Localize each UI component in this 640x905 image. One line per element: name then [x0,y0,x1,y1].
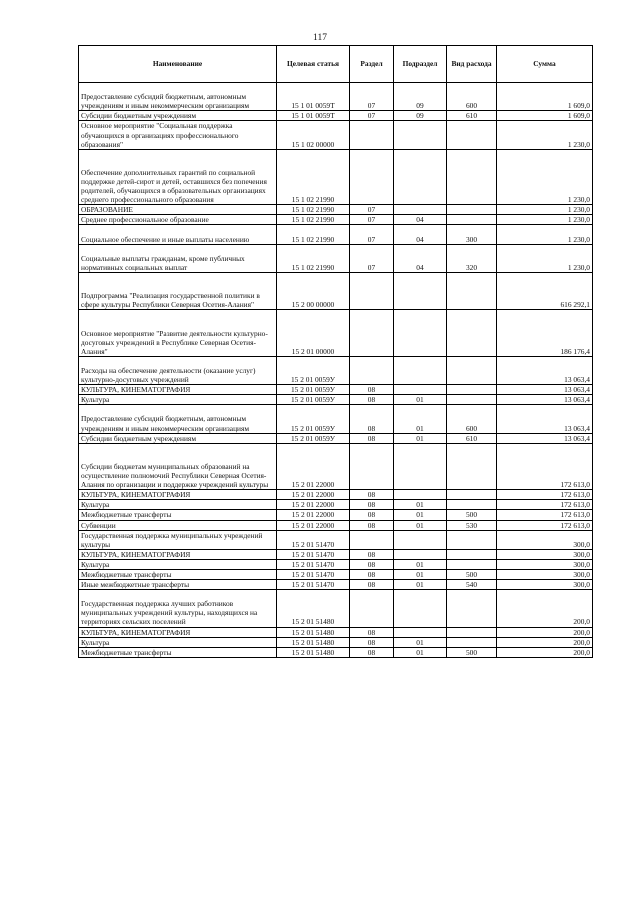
row-code: 15 2 00 00000 [277,272,350,309]
row-sum: 13 063,4 [497,405,593,433]
row-expense-type: 540 [447,580,497,590]
row-subsection: 04 [394,215,447,225]
row-expense-type [447,443,497,490]
row-section: 08 [350,637,394,647]
row-subsection [394,443,447,490]
row-code: 15 2 01 0059У [277,385,350,395]
row-sum: 300,0 [497,549,593,559]
row-sum: 172 613,0 [497,520,593,530]
row-sum: 13 063,4 [497,433,593,443]
row-subsection: 01 [394,569,447,579]
row-subsection: 04 [394,225,447,244]
row-section: 08 [350,559,394,569]
row-section [350,530,394,549]
row-expense-type [447,500,497,510]
table-row [79,569,593,579]
row-code: 15 2 01 51480 [277,590,350,627]
row-section: 07 [350,83,394,111]
row-name: Межбюджетные трансферты [79,647,277,657]
table-row [79,385,593,395]
row-name: Культура [79,395,277,405]
table-row [79,244,593,272]
row-name: Расходы на обеспечение деятельности (оказание услуг) культурно-досуговых учреждений [79,356,277,384]
row-expense-type: 600 [447,405,497,433]
table-row [79,549,593,559]
row-name: Среднее профессиональное образование [79,215,277,225]
row-sum: 1 230,0 [497,121,593,149]
row-subsection [394,549,447,559]
row-subsection [394,205,447,215]
table-row [79,590,593,627]
row-section: 08 [350,520,394,530]
row-subsection: 01 [394,433,447,443]
row-sum: 1 609,0 [497,111,593,121]
row-name: ОБРАЗОВАНИЕ [79,205,277,215]
row-subsection: 01 [394,405,447,433]
row-code: 15 1 02 21990 [277,215,350,225]
row-sum: 300,0 [497,569,593,579]
row-expense-type [447,549,497,559]
table-row [79,520,593,530]
row-code: 15 2 01 51480 [277,647,350,657]
row-name: Культура [79,637,277,647]
row-code: 15 1 02 21990 [277,205,350,215]
row-expense-type [447,385,497,395]
row-expense-type: 320 [447,244,497,272]
table-row [79,490,593,500]
row-expense-type: 500 [447,569,497,579]
row-sum: 13 063,4 [497,395,593,405]
row-name: Иные межбюджетные трансферты [79,580,277,590]
row-code: 15 2 01 22000 [277,500,350,510]
row-name: Государственная поддержка лучших работников муниципальных учреждений культуры, находящихся на территориях сельских поселений [79,590,277,627]
row-expense-type: 500 [447,510,497,520]
row-code: 15 1 02 21990 [277,225,350,244]
row-name: Подпрограмма "Реализация государственной политики в сфере культуры Республики Северная Осетия-Алания" [79,272,277,309]
row-subsection [394,356,447,384]
row-code: 15 2 01 51470 [277,549,350,559]
row-sum: 1 230,0 [497,244,593,272]
row-section [350,121,394,149]
table-row [79,83,593,111]
table-row [79,647,593,657]
row-name: Основное мероприятие "Развитие деятельности культурно-досуговых учреждений в Республике Северная Осетия-Алания" [79,310,277,357]
header-section: Раздел [350,46,394,83]
row-section: 08 [350,647,394,657]
row-section [350,443,394,490]
header-expense-type: Вид расхода [447,46,497,83]
row-subsection [394,627,447,637]
row-section: 08 [350,395,394,405]
row-subsection: 09 [394,111,447,121]
row-sum: 300,0 [497,530,593,549]
row-sum: 13 063,4 [497,356,593,384]
row-code: 15 2 01 51480 [277,637,350,647]
row-name: Культура [79,500,277,510]
header-subsection: Подраздел [394,46,447,83]
row-expense-type: 610 [447,111,497,121]
row-subsection [394,121,447,149]
row-sum: 1 230,0 [497,149,593,205]
row-expense-type [447,310,497,357]
row-expense-type: 300 [447,225,497,244]
row-sum: 172 613,0 [497,490,593,500]
row-code: 15 2 01 0059У [277,433,350,443]
row-name: Обеспечение дополнительных гарантий по социальной поддержке детей-сирот и детей, оставшихся без попечения родителей, обучающихся в образовательных организациях среднего профессионального образования [79,149,277,205]
row-expense-type [447,559,497,569]
budget-table [78,45,593,658]
table-row [79,356,593,384]
row-name: КУЛЬТУРА, КИНЕМАТОГРАФИЯ [79,490,277,500]
row-expense-type: 500 [447,647,497,657]
row-code: 15 2 01 51470 [277,559,350,569]
row-sum: 1 230,0 [497,215,593,225]
row-expense-type [447,530,497,549]
row-name: Государственная поддержка муниципальных учреждений культуры [79,530,277,549]
table-row [79,637,593,647]
row-code: 15 2 01 51480 [277,627,350,637]
row-name: Культура [79,559,277,569]
row-sum: 172 613,0 [497,500,593,510]
row-section: 08 [350,510,394,520]
row-expense-type [447,215,497,225]
row-name: Социальные выплаты гражданам, кроме публичных нормативных социальных выплат [79,244,277,272]
row-name: Предоставление субсидий бюджетным, автономным учреждениям и иным некоммерческим организациям [79,83,277,111]
row-expense-type: 530 [447,520,497,530]
row-name: КУЛЬТУРА, КИНЕМАТОГРАФИЯ [79,627,277,637]
row-section: 07 [350,225,394,244]
row-code: 15 2 01 22000 [277,490,350,500]
row-section: 08 [350,569,394,579]
row-section: 07 [350,215,394,225]
row-name: Межбюджетные трансферты [79,510,277,520]
row-sum: 616 292,1 [497,272,593,309]
table-row [79,433,593,443]
row-sum: 172 613,0 [497,510,593,520]
row-code: 15 1 01 0059Т [277,111,350,121]
row-sum: 1 609,0 [497,83,593,111]
row-section: 08 [350,405,394,433]
row-name: КУЛЬТУРА, КИНЕМАТОГРАФИЯ [79,549,277,559]
row-sum: 172 613,0 [497,443,593,490]
row-name: Субсидии бюджетным учреждениям [79,433,277,443]
row-section: 07 [350,244,394,272]
row-section: 08 [350,580,394,590]
table-row [79,205,593,215]
row-sum: 1 230,0 [497,225,593,244]
row-code: 15 1 01 0059Т [277,83,350,111]
row-name: Предоставление субсидий бюджетным, автономным учреждениям и иным некоммерческим организациям [79,405,277,433]
row-name: Субвенции [79,520,277,530]
table-row [79,559,593,569]
table-row [79,272,593,309]
row-code: 15 2 01 51470 [277,530,350,549]
row-section: 08 [350,490,394,500]
row-subsection [394,310,447,357]
row-expense-type [447,356,497,384]
row-section [350,310,394,357]
row-expense-type [447,637,497,647]
row-section [350,590,394,627]
row-sum: 200,0 [497,627,593,637]
row-section: 08 [350,433,394,443]
row-subsection [394,149,447,205]
header-row [79,46,593,83]
table-row [79,111,593,121]
row-subsection [394,530,447,549]
row-expense-type: 600 [447,83,497,111]
row-expense-type [447,627,497,637]
row-code: 15 2 01 51470 [277,569,350,579]
row-section: 07 [350,205,394,215]
row-code: 15 2 01 51470 [277,580,350,590]
row-code: 15 2 01 0059У [277,356,350,384]
row-code: 15 2 01 00000 [277,310,350,357]
row-sum: 200,0 [497,647,593,657]
row-expense-type [447,590,497,627]
row-expense-type [447,205,497,215]
table-row [79,443,593,490]
row-section: 08 [350,500,394,510]
table-row [79,310,593,357]
row-section: 08 [350,549,394,559]
row-section: 08 [350,627,394,637]
row-name: Основное мероприятие "Социальная поддержка обучающихся в организациях профессионального образования" [79,121,277,149]
table-row [79,395,593,405]
row-subsection: 01 [394,510,447,520]
row-sum: 300,0 [497,580,593,590]
row-subsection: 01 [394,520,447,530]
table-body [79,83,593,658]
row-section: 07 [350,111,394,121]
row-code: 15 2 01 0059У [277,405,350,433]
table-row [79,627,593,637]
row-code: 15 2 01 22000 [277,520,350,530]
row-expense-type [447,121,497,149]
table-row [79,149,593,205]
row-sum: 200,0 [497,590,593,627]
header-sum: Сумма [497,46,593,83]
row-name: Субсидии бюджетам муниципальных образований на осуществление полномочий Республики Северная Осетия-Алания по организации и поддержке учреждений культуры [79,443,277,490]
row-expense-type [447,149,497,205]
row-code: 15 2 01 22000 [277,510,350,520]
row-subsection [394,590,447,627]
row-subsection: 01 [394,580,447,590]
row-code: 15 1 02 21990 [277,149,350,205]
table-row [79,215,593,225]
row-name: Межбюджетные трансферты [79,569,277,579]
row-section [350,272,394,309]
row-section [350,356,394,384]
row-expense-type [447,395,497,405]
row-name: КУЛЬТУРА, КИНЕМАТОГРАФИЯ [79,385,277,395]
header-code: Целевая статья [277,46,350,83]
page-number: 117 [313,33,327,43]
table-row [79,405,593,433]
table-row [79,121,593,149]
row-name: Субсидии бюджетным учреждениям [79,111,277,121]
row-expense-type [447,272,497,309]
table-row [79,225,593,244]
table-row [79,530,593,549]
row-subsection: 01 [394,647,447,657]
row-code: 15 1 02 21990 [277,244,350,272]
row-subsection: 04 [394,244,447,272]
row-code: 15 2 01 0059У [277,395,350,405]
row-subsection: 01 [394,500,447,510]
row-subsection: 01 [394,637,447,647]
row-subsection [394,490,447,500]
row-subsection: 01 [394,395,447,405]
row-sum: 13 063,4 [497,385,593,395]
table-row [79,500,593,510]
row-code: 15 2 01 22000 [277,443,350,490]
row-expense-type: 610 [447,433,497,443]
row-code: 15 1 02 00000 [277,121,350,149]
row-subsection: 09 [394,83,447,111]
row-subsection [394,385,447,395]
row-sum: 186 176,4 [497,310,593,357]
row-sum: 300,0 [497,559,593,569]
row-sum: 200,0 [497,637,593,647]
row-section [350,149,394,205]
table-header [79,46,593,83]
table-row [79,510,593,520]
row-subsection: 01 [394,559,447,569]
row-section: 08 [350,385,394,395]
row-subsection [394,272,447,309]
row-name: Социальное обеспечение и иные выплаты населению [79,225,277,244]
table-row [79,580,593,590]
header-name: Наименование [79,46,277,83]
row-expense-type [447,490,497,500]
row-sum: 1 230,0 [497,205,593,215]
